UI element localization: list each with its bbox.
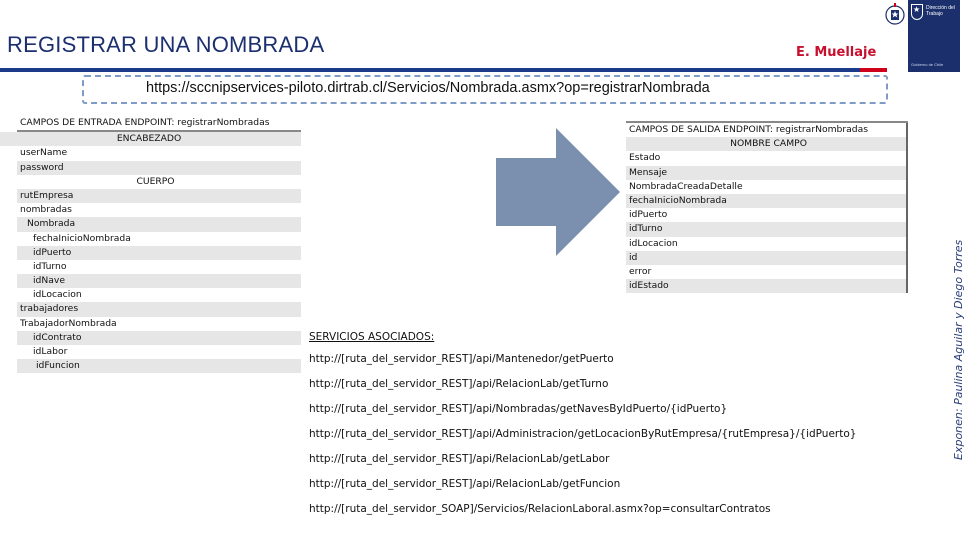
author-name: E. Muellaje [796, 45, 877, 60]
table-row: Nombrada [17, 217, 301, 231]
table-row: idFuncion [17, 359, 301, 373]
logo-subtext: Gobierno de Chile [911, 62, 944, 67]
header-divider-blue [0, 68, 860, 72]
input-table-title: CAMPOS DE ENTRADA ENDPOINT: registrarNombradas [20, 117, 270, 128]
table-row: trabajadores [17, 302, 301, 316]
page-title: REGISTRAR UNA NOMBRADA [7, 32, 325, 57]
table-row: userName [20, 147, 68, 159]
table-row: Mensaje [626, 166, 908, 180]
table-row: error [629, 265, 652, 277]
service-link: http://[ruta_del_servidor_REST]/api/RelacionLab/getLabor [309, 453, 610, 465]
output-table-title: CAMPOS DE SALIDA ENDPOINT: registrarNombradas [629, 124, 869, 135]
table-row: idLocacion [629, 237, 678, 249]
table-row: idLocacion [33, 289, 82, 301]
table-row: id [626, 251, 908, 265]
table-row: NombradaCreadaDetalle [629, 180, 743, 192]
table-row: ENCABEZADO [0, 132, 301, 146]
table-row: TrabajadorNombrada [20, 317, 117, 329]
table-row: fechaInicioNombrada [626, 194, 908, 208]
service-link: http://[ruta_del_servidor_REST]/api/RelacionLab/getTurno [309, 378, 609, 390]
table-row: password [17, 161, 301, 175]
table-row: idEstado [626, 279, 908, 293]
output-fields-table [626, 121, 908, 293]
output-table-header: NOMBRE CAMPO [626, 137, 908, 151]
table-row: idLabor [33, 346, 68, 357]
service-link: http://[ruta_del_servidor_REST]/api/Nombradas/getNavesByIdPuerto/{idPuerto} [309, 403, 728, 415]
table-row: CUERPO [136, 175, 175, 187]
crest-icon [883, 2, 907, 26]
shield-icon [911, 4, 923, 20]
table-row: idPuerto [17, 246, 301, 260]
header-divider-red [860, 68, 887, 72]
logo-text: Dirección del Trabajo [926, 5, 955, 17]
table-row: idContrato [17, 331, 301, 345]
presenters-credit: Exponen: Paulina Aguilar y Diego Torres [952, 239, 965, 460]
table-row: idNave [17, 274, 301, 288]
endpoint-url: https://sccnipservices-piloto.dirtrab.cl/Servicios/Nombrada.asmx?op=registrarNombrada [146, 80, 710, 96]
service-link: http://[ruta_del_servidor_REST]/api/Mantenedor/getPuerto [309, 353, 614, 365]
input-fields-table [17, 116, 301, 373]
table-row: Estado [629, 152, 661, 164]
service-link: http://[ruta_del_servidor_REST]/api/Administracion/getLocacionByRutEmpresa/{rutEmpresa}/{idPuerto} [309, 428, 857, 440]
associated-services [309, 331, 856, 527]
service-link: http://[ruta_del_servidor_SOAP]/Servicios/RelacionLaboral.asmx?op=consultarContratos [309, 503, 771, 515]
table-row: nombradas [20, 204, 72, 216]
table-row: idTurno [33, 260, 67, 272]
table-divider [906, 123, 908, 293]
table-row: idPuerto [629, 209, 668, 221]
table-row: rutEmpresa [17, 189, 301, 203]
services-title: SERVICIOS ASOCIADOS: [309, 331, 435, 343]
service-link: http://[ruta_del_servidor_REST]/api/RelacionLab/getFuncion [309, 478, 621, 490]
table-row: idTurno [626, 222, 908, 236]
table-row: fechaInicioNombrada [33, 232, 131, 244]
institution-logo [908, 0, 960, 72]
arrow-right-icon [496, 128, 620, 256]
